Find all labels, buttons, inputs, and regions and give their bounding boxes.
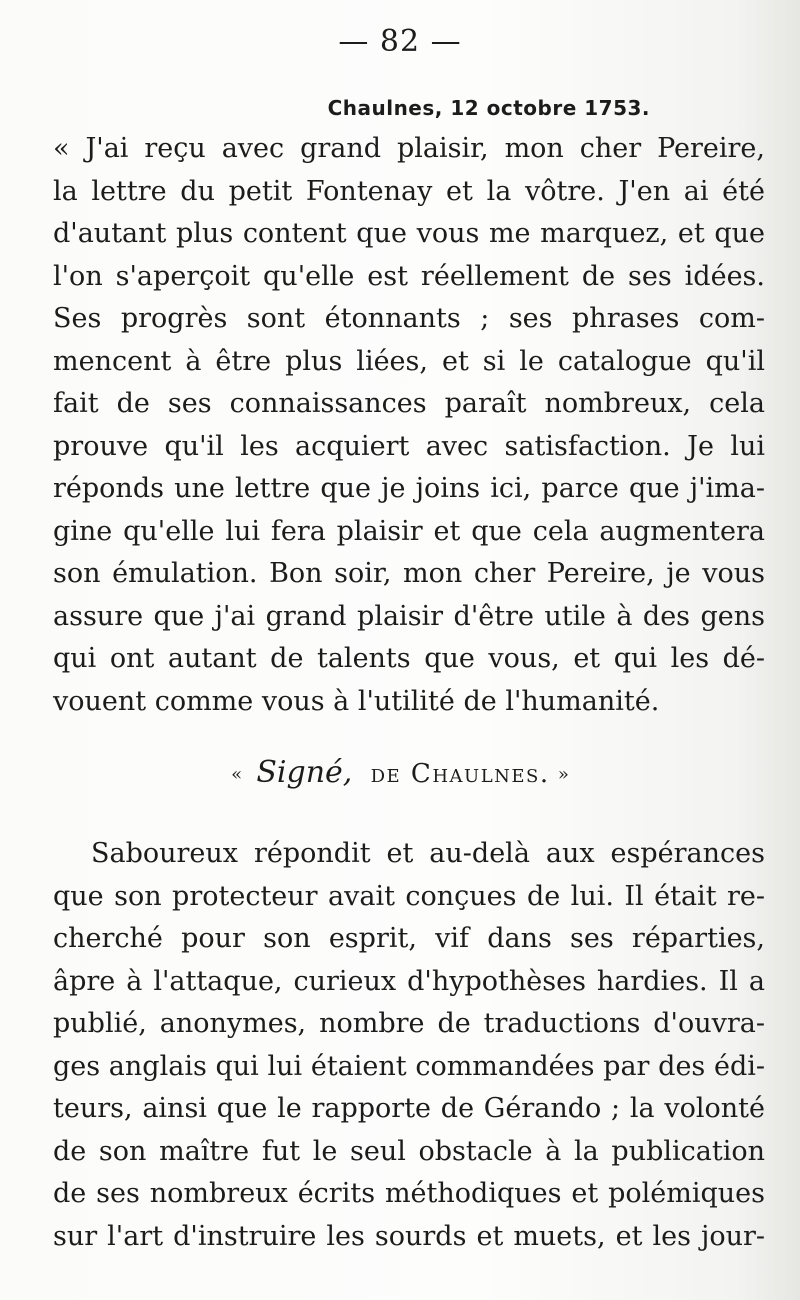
letter-line: qui ont autant de talents que vous, et qui les dé- (53, 643, 765, 674)
narrative-line: publié, anonymes, nombre de traductions d'ouvra- (53, 1008, 765, 1039)
narrative-paragraph (53, 833, 765, 1258)
narrative-line: âpre à l'attaque, curieux d'hypothèses hardies. Il a (53, 965, 765, 997)
narrative-line: que son protecteur avait conçues de lui. Il était re- (53, 880, 765, 912)
signature-signe: Signé, (256, 755, 353, 790)
letter-line: gine qu'elle lui fera plaisir et que cela augmentera (53, 515, 765, 547)
signature-open-quote: « (231, 764, 243, 785)
letter-line: la lettre du petit Fontenay et la vôtre. J'en ai été (53, 175, 765, 207)
letter-line: « J'ai reçu avec grand plaisir, mon cher Pereire, (53, 133, 765, 164)
letter-line: mencent à être plus liées, et si le catalogue qu'il (53, 345, 765, 377)
letter-line: réponds une lettre que je joins ici, parce que j'ima- (53, 473, 765, 504)
narrative-line: Saboureux répondit et au-delà aux espérances (91, 838, 765, 869)
letter-line: Ses progrès sont étonnants ; ses phrases com- (53, 303, 765, 334)
letter-body (53, 128, 765, 723)
letter-line: assure que j'ai grand plaisir d'être utile à des gens (53, 600, 765, 632)
letter-line: d'autant plus content que vous me marquez, et que (53, 218, 765, 249)
letter-signature (0, 752, 800, 796)
narrative-line: teurs, ainsi que le rapporte de Gérando ; la volonté (53, 1093, 765, 1124)
signature-name: de Chaulnes. (370, 759, 550, 789)
letter-line: l'on s'aperçoit qu'elle est réellement de ses idées. (53, 260, 765, 292)
signature-close-quote: » (557, 764, 569, 785)
narrative-line: de son maître fut le seul obstacle à la publication (53, 1135, 765, 1167)
narrative-line: de ses nombreux écrits méthodiques et polémiques (53, 1178, 765, 1209)
page-number: — 82 — (338, 24, 462, 59)
letter-dateline: Chaulnes, 12 octobre 1753. (327, 96, 650, 120)
letter-line: fait de ses connaissances paraît nombreux, cela (53, 388, 765, 419)
narrative-line: cherché pour son esprit, vif dans ses réparties, (53, 923, 765, 954)
letter-line: son émulation. Bon soir, mon cher Pereire, je vous (53, 558, 765, 589)
letter-line: prouve qu'il les acquiert avec satisfaction. Je lui (53, 430, 765, 462)
narrative-line: ges anglais qui lui étaient commandées par des édi- (53, 1050, 765, 1082)
letter-line: vouent comme vous à l'utilité de l'humanité. (53, 685, 660, 717)
narrative-line: sur l'art d'instruire les sourds et muets, et les jour- (53, 1220, 765, 1252)
